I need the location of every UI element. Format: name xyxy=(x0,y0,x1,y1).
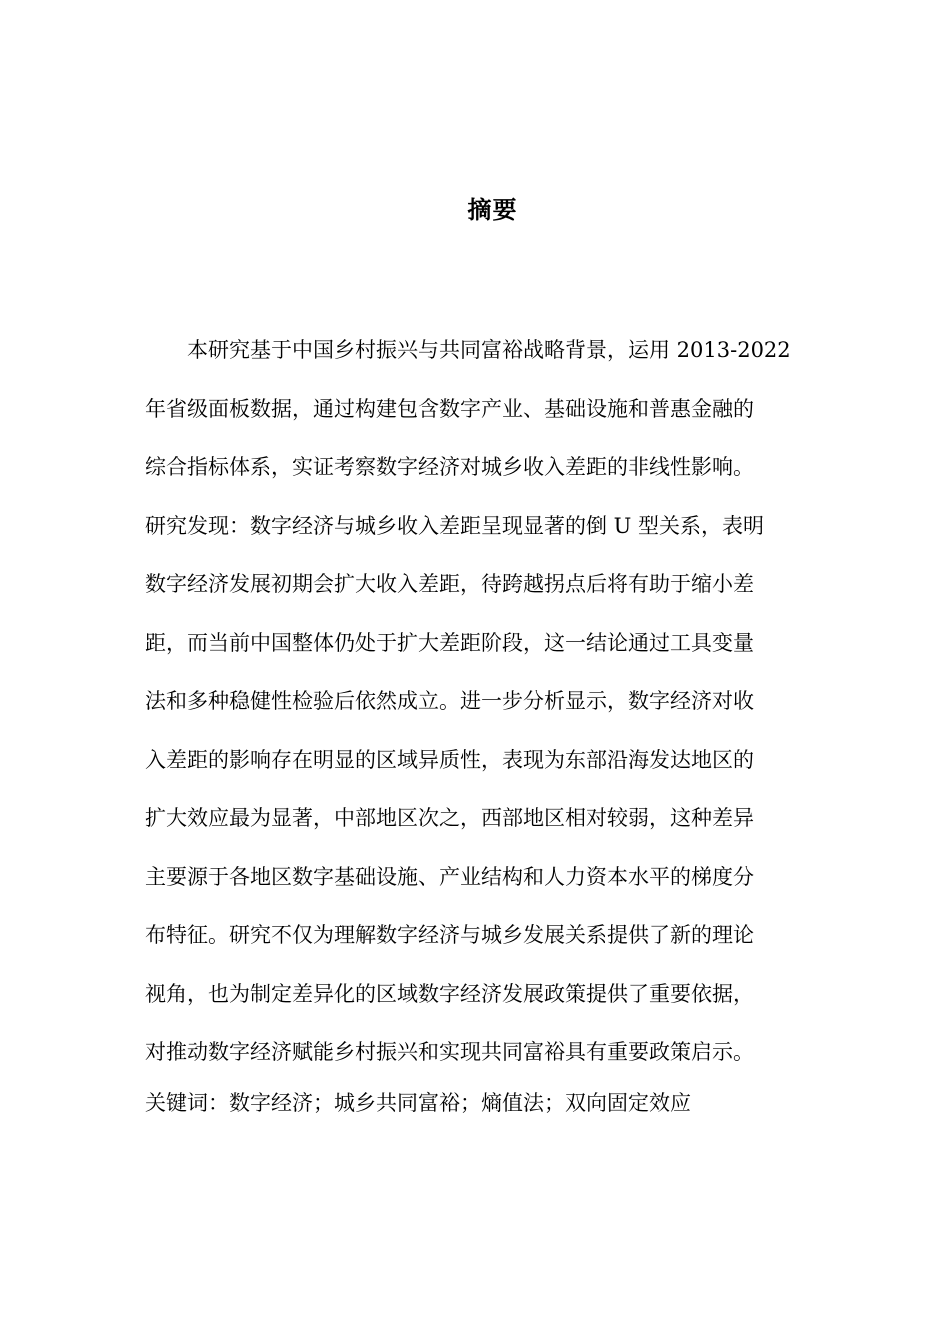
abstract-line: 扩大效应最为显著，中部地区次之，西部地区相对较弱，这种差异 xyxy=(145,806,754,830)
abstract-title: 摘要 xyxy=(467,196,518,224)
abstract-body xyxy=(145,321,807,1082)
abstract-line: 对推动数字经济赋能乡村振兴和实现共同富裕具有重要政策启示。 xyxy=(145,1040,754,1064)
abstract-line: 视角，也为制定差异化的区域数字经济发展政策提供了重要依据， xyxy=(145,981,754,1006)
abstract-line: 主要源于各地区数字基础设施、产业结构和人力资本水平的梯度分 xyxy=(145,864,754,889)
abstract-line: 入差距的影响存在明显的区域异质性，表现为东部沿海发达地区的 xyxy=(145,747,754,772)
abstract-line: 综合指标体系，实证考察数字经济对城乡收入差距的非线性影响。 xyxy=(145,455,754,479)
abstract-line: 年省级面板数据，通过构建包含数字产业、基础设施和普惠金融的 xyxy=(145,396,754,421)
abstract-line: 研究发现：数字经济与城乡收入差距呈现显著的倒 U 型关系，表明 xyxy=(145,513,765,538)
keywords-line: 关键词：数字经济；城乡共同富裕；熵值法；双向固定效应 xyxy=(145,1091,691,1115)
abstract-line: 数字经济发展初期会扩大收入差距，待跨越拐点后将有助于缩小差 xyxy=(145,572,754,596)
abstract-line: 本研究基于中国乡村振兴与共同富裕战略背景，运用 2013-2022 xyxy=(145,338,791,362)
abstract-line: 距，而当前中国整体仍处于扩大差距阶段，这一结论通过工具变量 xyxy=(145,630,754,655)
abstract-line: 法和多种稳健性检验后依然成立。进一步分析显示，数字经济对收 xyxy=(145,689,754,713)
abstract-line: 布特征。研究不仅为理解数字经济与城乡发展关系提供了新的理论 xyxy=(145,923,754,947)
